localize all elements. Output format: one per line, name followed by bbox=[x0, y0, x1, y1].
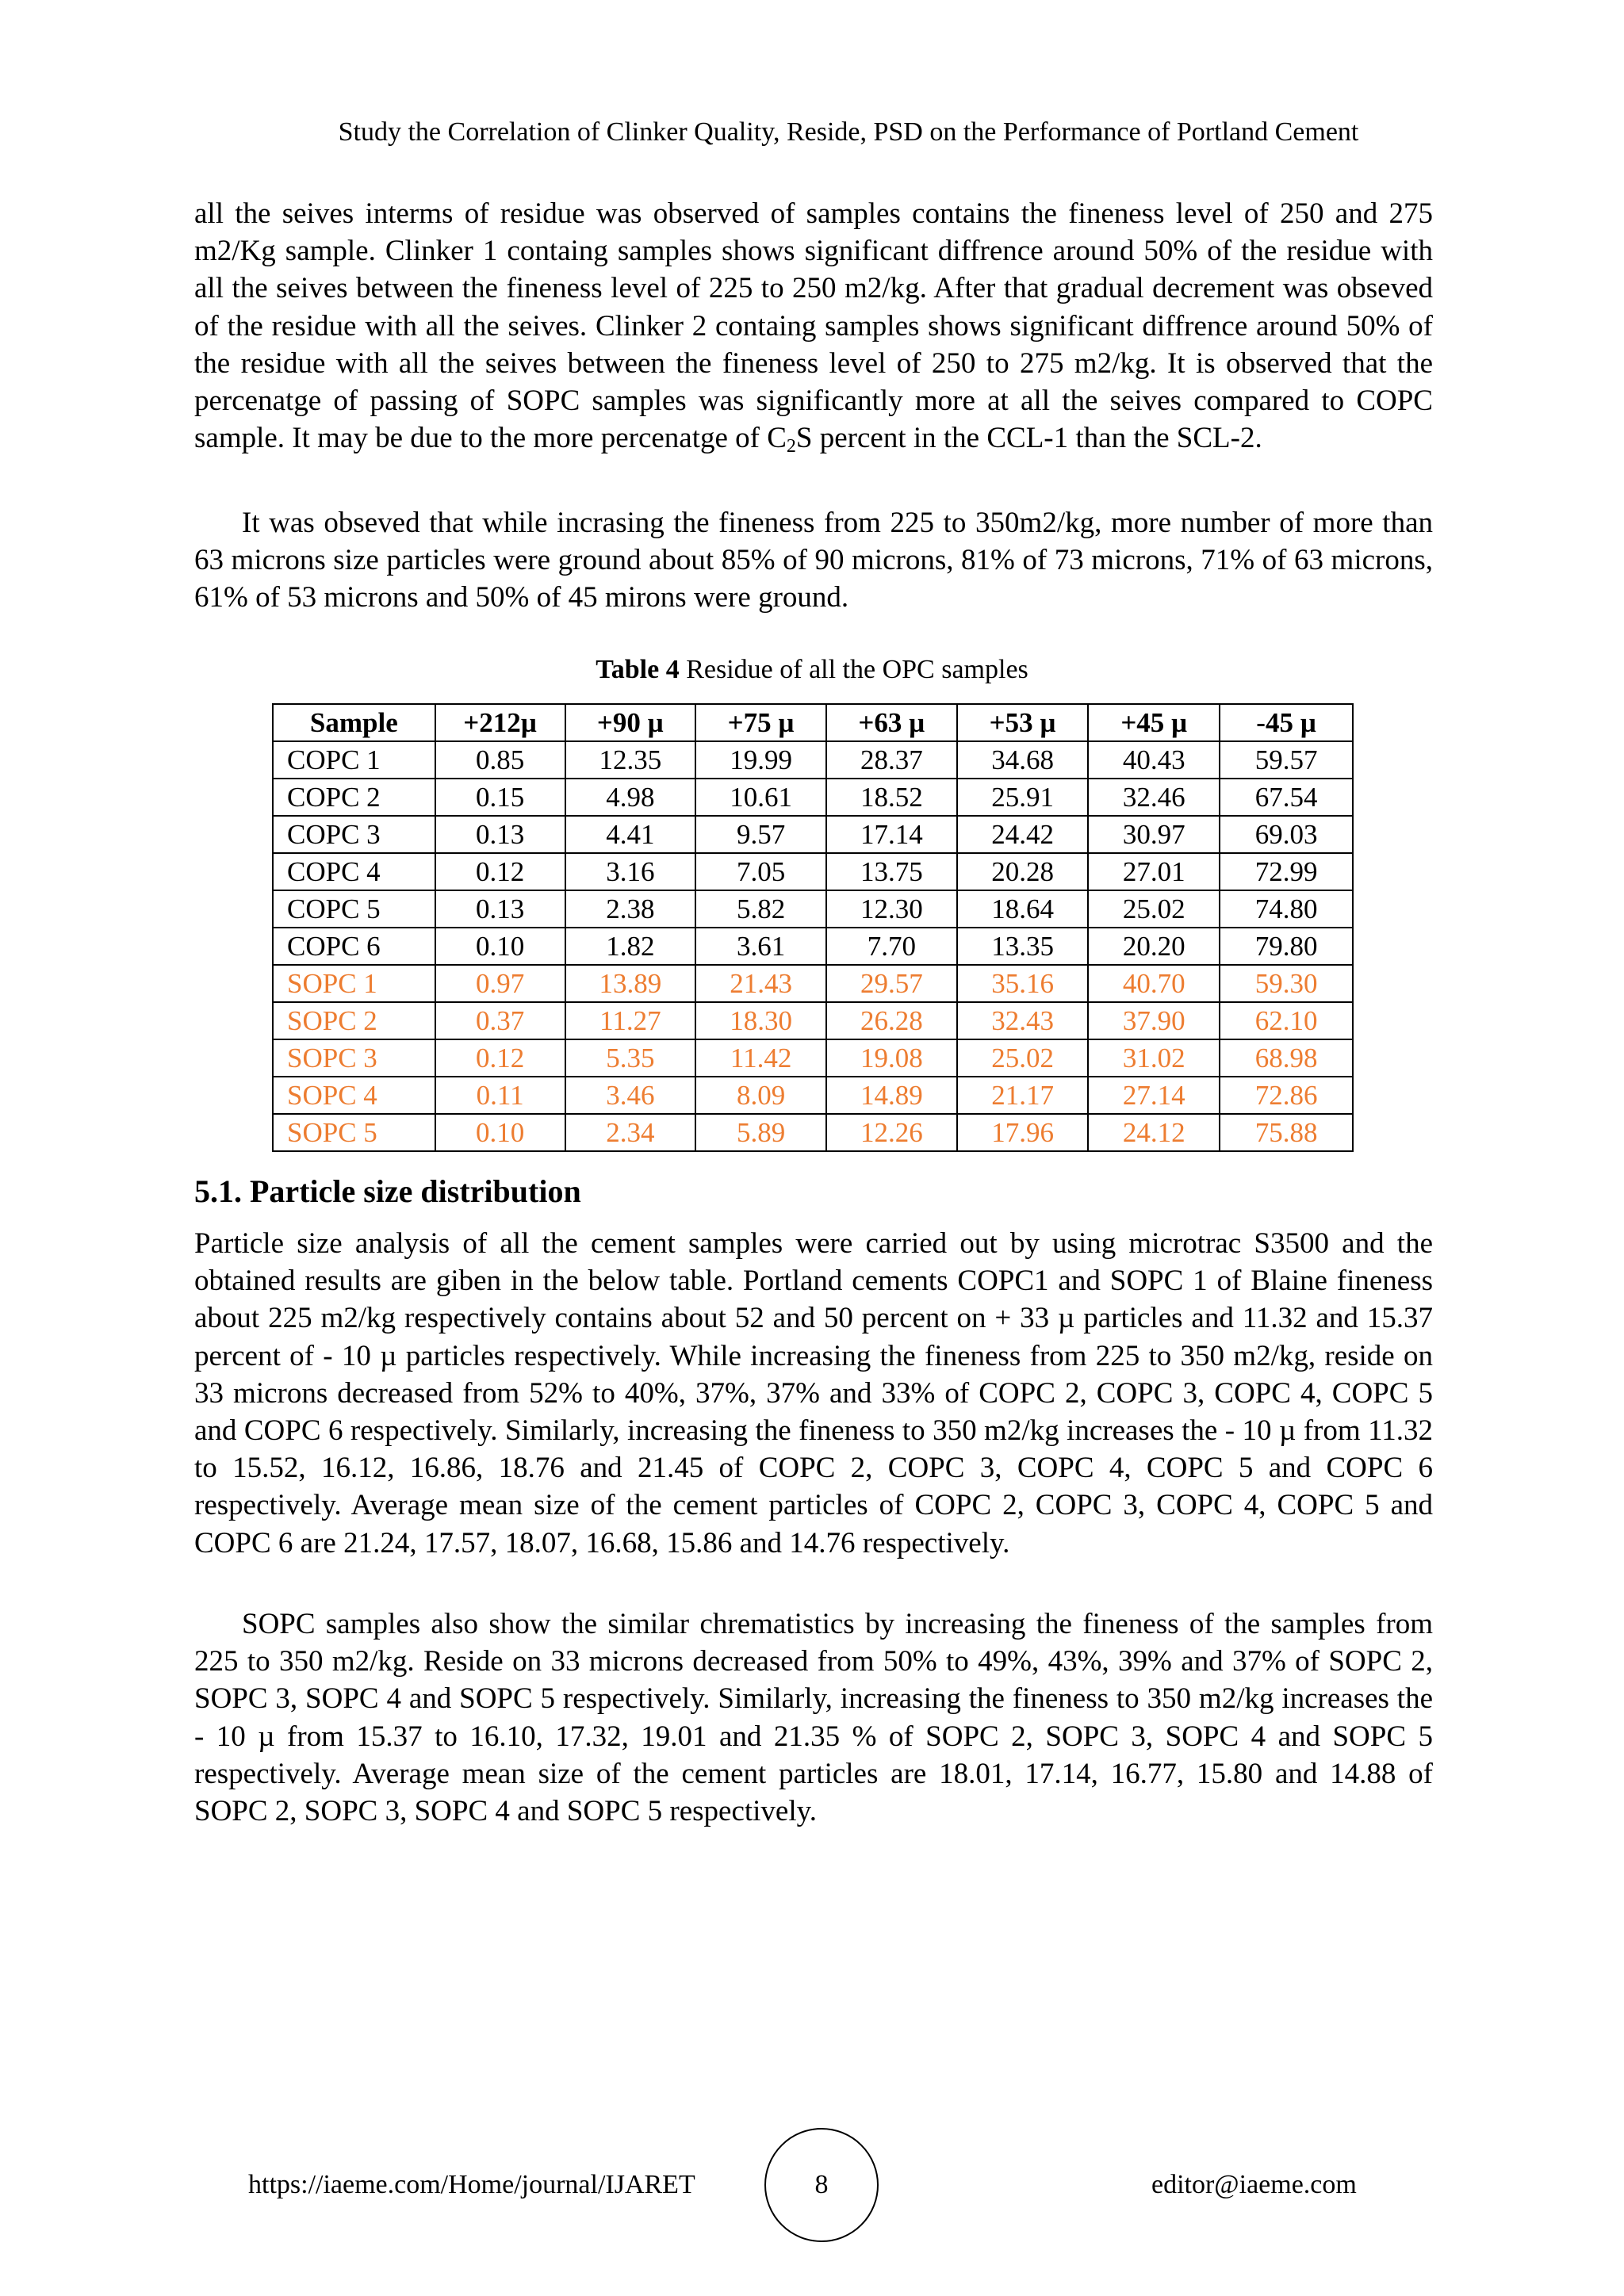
table-cell: 21.17 bbox=[957, 1077, 1089, 1114]
table-cell: 21.43 bbox=[695, 965, 826, 1002]
table-cell: SOPC 5 bbox=[273, 1114, 435, 1151]
table-cell: 74.80 bbox=[1220, 890, 1353, 928]
table-cell: 14.89 bbox=[826, 1077, 957, 1114]
table-cell: 40.43 bbox=[1088, 741, 1220, 779]
table-caption-label: Table 4 bbox=[596, 655, 680, 684]
paragraph-psd-copc: Particle size analysis of all the cement samples were carried out by using microtrac S3500 and the obtained results are giben in the below table. Portland cements COPC1 and SOPC 1 of Blaine fineness about 225 m2/kg respectively contains about 52 and 50 percent on + 33 µ particles and 11.32 and 15.37 percent of - 10 µ particles respectively. While increasing the fineness from 225 to 350 m2/kg, reside on 33 microns decreased from 52% to 40%, 37%, 37% and 33% of COPC 2, COPC 3, COPC 4, COPC 5 and COPC 6 respectively. Similarly, increasing the fineness to 350 m2/kg increases the - 10 µ from 11.32 to 15.52, 16.12, 16.86, 18.76 and 21.45 of COPC 2, COPC 3, COPC 4, COPC 5 and COPC 6 respectively. Average mean size of the cement particles of COPC 2, COPC 3, COPC 4, COPC 5 and COPC 6 are 21.24, 17.57, 18.07, 16.68, 15.86 and 14.76 respectively. bbox=[194, 1227, 1433, 1559]
table-cell: 13.75 bbox=[826, 853, 957, 890]
table-cell: 72.86 bbox=[1220, 1077, 1353, 1114]
paragraph-residue-discussion bbox=[194, 195, 1433, 457]
table-cell: 72.99 bbox=[1220, 853, 1353, 890]
table-cell: 13.35 bbox=[957, 928, 1089, 965]
table-cell: 0.13 bbox=[435, 890, 565, 928]
table-cell: 75.88 bbox=[1220, 1114, 1353, 1151]
table-cell: 2.34 bbox=[565, 1114, 696, 1151]
table-cell: 4.98 bbox=[565, 779, 696, 816]
table-cell: 18.30 bbox=[695, 1002, 826, 1039]
table-cell: 37.90 bbox=[1088, 1002, 1220, 1039]
table-row-sopc bbox=[273, 965, 1353, 1002]
table-cell: 0.11 bbox=[435, 1077, 565, 1114]
table-cell: 67.54 bbox=[1220, 779, 1353, 816]
paragraph-fineness-grinding: It was obseved that while incrasing the fineness from 225 to 350m2/kg, more number of more than 63 microns size particles were ground about 85% of 90 microns, 81% of 73 microns, 71% of 63 microns, 61% of 53 microns and 50% of 45 mirons were ground. bbox=[194, 507, 1433, 614]
table-cell: 25.02 bbox=[957, 1039, 1089, 1077]
table-cell: 17.96 bbox=[957, 1114, 1089, 1151]
header-cell: +63 µ bbox=[826, 704, 957, 741]
header-cell: +75 µ bbox=[695, 704, 826, 741]
table-cell: COPC 6 bbox=[273, 928, 435, 965]
paragraph-psd-sopc: SOPC samples also show the similar chrematistics by increasing the fineness of the samples from 225 to 350 m2/kg. Reside on 33 microns decreased from 50% to 49%, 43%, 39% and 37% of SOPC 2, SOPC 3, SOPC 4 and SOPC 5 respectively. Similarly, increasing the fineness to 350 m2/kg increases the - 10 µ from 15.37 to 16.10, 17.32, 19.01 and 21.35 % of SOPC 2, SOPC 3, SOPC 4 and SOPC 5 respectively. Average mean size of the cement particles are 18.01, 17.14, 16.77, 15.80 and 14.88 of SOPC 2, SOPC 3, SOPC 4 and SOPC 5 respectively. bbox=[194, 1608, 1433, 1828]
table-cell: 0.37 bbox=[435, 1002, 565, 1039]
table-cell: 5.89 bbox=[695, 1114, 826, 1151]
header-cell: +45 µ bbox=[1088, 704, 1220, 741]
table-row bbox=[273, 741, 1353, 779]
table-cell: SOPC 3 bbox=[273, 1039, 435, 1077]
page-number bbox=[764, 2128, 879, 2242]
subscript-2: 2 bbox=[786, 436, 796, 457]
table-cell: 19.08 bbox=[826, 1039, 957, 1077]
table-row bbox=[273, 816, 1353, 853]
table-cell: 11.42 bbox=[695, 1039, 826, 1077]
table-cell: 25.91 bbox=[957, 779, 1089, 816]
table-row-sopc bbox=[273, 1114, 1353, 1151]
table-cell: 18.64 bbox=[957, 890, 1089, 928]
table-cell: 0.15 bbox=[435, 779, 565, 816]
table-cell: 68.98 bbox=[1220, 1039, 1353, 1077]
table-cell: COPC 4 bbox=[273, 853, 435, 890]
table-cell: SOPC 2 bbox=[273, 1002, 435, 1039]
table-cell: 0.13 bbox=[435, 816, 565, 853]
table-cell: 3.46 bbox=[565, 1077, 696, 1114]
header-cell: Sample bbox=[273, 704, 435, 741]
table-cell: 28.37 bbox=[826, 741, 957, 779]
table-cell: 5.82 bbox=[695, 890, 826, 928]
table-cell: 2.38 bbox=[565, 890, 696, 928]
header-cell: -45 µ bbox=[1220, 704, 1353, 741]
header-cell: +90 µ bbox=[565, 704, 696, 741]
table-cell: 79.80 bbox=[1220, 928, 1353, 965]
table-row bbox=[273, 853, 1353, 890]
table-cell: 7.70 bbox=[826, 928, 957, 965]
table-cell: 35.16 bbox=[957, 965, 1089, 1002]
page-number-text: 8 bbox=[814, 2170, 829, 2199]
table-cell: 24.42 bbox=[957, 816, 1089, 853]
table-row-sopc bbox=[273, 1077, 1353, 1114]
table-cell: 9.57 bbox=[695, 816, 826, 853]
table-cell: COPC 2 bbox=[273, 779, 435, 816]
table-cell: 40.70 bbox=[1088, 965, 1220, 1002]
header-cell: +212µ bbox=[435, 704, 565, 741]
table-cell: 0.97 bbox=[435, 965, 565, 1002]
table-cell: 0.12 bbox=[435, 853, 565, 890]
table-cell: 11.27 bbox=[565, 1002, 696, 1039]
table-cell: 25.02 bbox=[1088, 890, 1220, 928]
table-cell: 32.46 bbox=[1088, 779, 1220, 816]
running-title: Study the Correlation of Clinker Quality, Reside, PSD on the Performance of Portland Cement bbox=[338, 117, 1359, 147]
table-cell: 27.01 bbox=[1088, 853, 1220, 890]
table-cell: 20.28 bbox=[957, 853, 1089, 890]
table-cell: 18.52 bbox=[826, 779, 957, 816]
footer-journal-link[interactable]: https://iaeme.com/Home/journal/IJARET bbox=[248, 2170, 695, 2199]
table-cell: COPC 5 bbox=[273, 890, 435, 928]
table-cell: 30.97 bbox=[1088, 816, 1220, 853]
table-cell: 4.41 bbox=[565, 816, 696, 853]
table-cell: 29.57 bbox=[826, 965, 957, 1002]
header-cell: +53 µ bbox=[957, 704, 1089, 741]
table-cell: COPC 3 bbox=[273, 816, 435, 853]
table-cell: 26.28 bbox=[826, 1002, 957, 1039]
table-cell: 27.14 bbox=[1088, 1077, 1220, 1114]
table-caption bbox=[0, 654, 1624, 686]
paragraph-text-end: S percent in the CCL-1 than the SCL-2. bbox=[795, 422, 1262, 455]
table-cell: 0.10 bbox=[435, 1114, 565, 1151]
table-cell: SOPC 4 bbox=[273, 1077, 435, 1114]
table-cell: 0.85 bbox=[435, 741, 565, 779]
table-row-sopc bbox=[273, 1039, 1353, 1077]
table-cell: 5.35 bbox=[565, 1039, 696, 1077]
table-cell: 10.61 bbox=[695, 779, 826, 816]
table-cell: 8.09 bbox=[695, 1077, 826, 1114]
table-cell: 7.05 bbox=[695, 853, 826, 890]
table-row bbox=[273, 890, 1353, 928]
residue-table bbox=[272, 703, 1354, 1152]
table-cell: 17.14 bbox=[826, 816, 957, 853]
table-cell: SOPC 1 bbox=[273, 965, 435, 1002]
table-cell: 59.30 bbox=[1220, 965, 1353, 1002]
table-cell: 0.10 bbox=[435, 928, 565, 965]
table-cell: 69.03 bbox=[1220, 816, 1353, 853]
table-row bbox=[273, 928, 1353, 965]
table-cell: 3.16 bbox=[565, 853, 696, 890]
table-caption-text: Residue of all the OPC samples bbox=[679, 655, 1028, 684]
table-cell: 19.99 bbox=[695, 741, 826, 779]
table-cell: 12.26 bbox=[826, 1114, 957, 1151]
table-cell: 1.82 bbox=[565, 928, 696, 965]
table-cell: COPC 1 bbox=[273, 741, 435, 779]
table-cell: 3.61 bbox=[695, 928, 826, 965]
table-row bbox=[273, 779, 1353, 816]
footer-email-link[interactable]: editor@iaeme.com bbox=[1151, 2170, 1357, 2199]
table-header-row bbox=[273, 704, 1353, 741]
section-heading: 5.1. Particle size distribution bbox=[194, 1173, 581, 1209]
table-cell: 31.02 bbox=[1088, 1039, 1220, 1077]
table-cell: 62.10 bbox=[1220, 1002, 1353, 1039]
table-cell: 0.12 bbox=[435, 1039, 565, 1077]
table-cell: 59.57 bbox=[1220, 741, 1353, 779]
table-cell: 13.89 bbox=[565, 965, 696, 1002]
table-cell: 20.20 bbox=[1088, 928, 1220, 965]
table-cell: 34.68 bbox=[957, 741, 1089, 779]
table-cell: 32.43 bbox=[957, 1002, 1089, 1039]
table-cell: 12.35 bbox=[565, 741, 696, 779]
table-cell: 12.30 bbox=[826, 890, 957, 928]
table-row-sopc bbox=[273, 1002, 1353, 1039]
table-cell: 24.12 bbox=[1088, 1114, 1220, 1151]
paragraph-text: all the seives interms of residue was observed of samples contains the fineness level of 250 and 275 m2/Kg sample. Clinker 1 containg samples shows significant diffrence around 50% of the residue with all the seives between the fineness level of 225 to 250 m2/kg. After that gradual decrement was obseved of the residue with all the seives. Clinker 2 containg samples shows significant diffrence around 50% of the residue with all the seives between the fineness level of 250 to 275 m2/kg. It is observed that the percenatge of passing of SOPC samples was significantly more at all the seives compared to COPC sample. It may be due to the more percenatge of C bbox=[194, 197, 1433, 455]
